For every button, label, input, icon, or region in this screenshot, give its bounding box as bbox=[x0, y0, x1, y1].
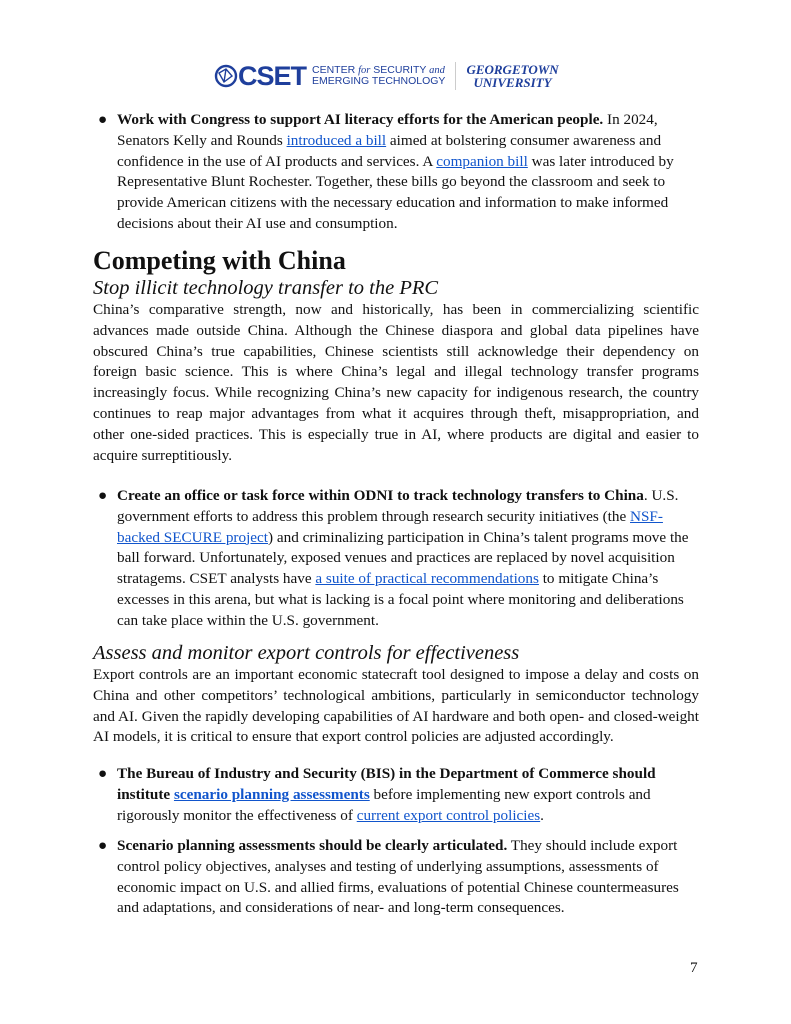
subsection-heading: Assess and monitor export controls for effectiveness bbox=[93, 642, 520, 664]
bullet-heading: The Bureau of Industry and Security (BIS) in the Department of Commerce should institute bbox=[117, 765, 656, 803]
section-heading: Competing with China bbox=[93, 246, 346, 275]
subsection-heading: Stop illicit technology transfer to the PRC bbox=[93, 277, 439, 299]
logo-text: SECURITY bbox=[373, 64, 427, 76]
header-logo bbox=[214, 60, 559, 92]
text: was later introduced by Representative Blunt Rochester. Together, these bills go beyond the classroom and seek to provide American citizens with the necessary education and information to make informed decisions about their AI use and consumption. bbox=[117, 152, 674, 232]
bullet-odni bbox=[98, 486, 690, 632]
paragraph: China’s comparative strength, now and historically, has been in commercializing scientific advances made outside China. Although the Chinese diaspora and global data pipelines have obscured China’s true capabilities, Chinese scientists still acknowledge their dependency on foreign basic science. This is where China’s legal and illegal technology transfer programs increasingly focus. While recognizing China’s new capacity for indigenous research, the country continues to reap major advantages from what it acquires through theft, misappropriation, and other one-sided practices. This is especially true in AI, where products are digital and easier to acquire surreptitiously. bbox=[93, 301, 699, 464]
cset-logo bbox=[214, 60, 307, 91]
logo-divider bbox=[455, 62, 456, 90]
text: to mitigate China’s excesses in this arena, but what is lacking is a focal point where monitoring and deliberations can take place within the U.S. government. bbox=[117, 570, 684, 629]
text: . U.S. government efforts to address this problem through research security initiatives (the bbox=[117, 487, 679, 525]
section-export-controls bbox=[93, 641, 699, 748]
text: . bbox=[540, 806, 544, 824]
bullet-icon: ● bbox=[98, 111, 108, 128]
bullet-heading: Scenario planning assessments should be clearly articulated. bbox=[117, 837, 508, 854]
logo-text: for bbox=[358, 65, 371, 76]
introduced-bill-link[interactable]: introduced a bill bbox=[286, 131, 387, 149]
logo-text: and bbox=[429, 65, 445, 76]
bullet-icon: ● bbox=[98, 487, 108, 504]
text: In 2024, Senators Kelly and Rounds bbox=[117, 111, 658, 149]
logo-text: CENTER bbox=[312, 64, 356, 76]
recommendations-link[interactable]: a suite of practical recommendations bbox=[315, 570, 539, 588]
text: They should include export control policy objectives, analyses and testing of underlying assumptions, assessments of economic impact on U.S. and allied firms, evaluations of potential Chinese countermeasures and adaptations, and considerations of near- and long-term consequences. bbox=[117, 837, 679, 917]
logo-text: GEORGETOWN bbox=[466, 62, 559, 77]
georgetown-logo bbox=[466, 63, 558, 89]
bullet-bis bbox=[98, 764, 690, 826]
companion-bill-link[interactable]: companion bill bbox=[436, 152, 528, 170]
section-competing bbox=[93, 246, 699, 466]
bullet-icon: ● bbox=[98, 837, 108, 854]
logo-text: UNIVERSITY bbox=[473, 75, 552, 90]
cset-wordmark: CSET bbox=[238, 60, 307, 91]
page-number: 7 bbox=[690, 959, 698, 976]
bullet-heading: Work with Congress to support AI literacy efforts for the American people. bbox=[117, 111, 604, 128]
nsf-secure-link[interactable]: NSF-backed SECURE project bbox=[117, 507, 663, 546]
bullet-ai-literacy bbox=[98, 110, 690, 235]
bullet-icon: ● bbox=[98, 765, 108, 782]
globe-network-icon bbox=[214, 64, 238, 88]
text: ) and criminalizing participation in China’s talent programs move the ball forward. Unfortunately, exposed venues and practices are replaced by novel acquisition stratagems. CSET analysts have bbox=[117, 528, 689, 588]
bullet-heading: Create an office or task force within ODNI to track technology transfers to China bbox=[117, 487, 644, 504]
text: aimed at bolstering consumer awareness and confidence in the use of AI products and services. A bbox=[117, 131, 662, 170]
logo-text: EMERGING TECHNOLOGY bbox=[312, 75, 446, 87]
cset-subtitle bbox=[312, 65, 445, 87]
bullet-scenario bbox=[98, 836, 690, 919]
scenario-planning-link[interactable]: scenario planning assessments bbox=[173, 785, 370, 803]
text: before implementing new export controls and rigorously monitor the effectiveness of bbox=[117, 785, 651, 824]
export-control-policies-link[interactable]: current export control policies bbox=[356, 806, 541, 824]
paragraph: Export controls are an important economic statecraft tool designed to impose a delay and costs on China and other competitors’ technological ambitions, particularly in semiconductor technology and AI. Given the rapidly developing capabilities of AI hardware and both open- and closed-weight AI models, it is critical to ensure that export control policies are adjusted accordingly. bbox=[93, 666, 699, 746]
